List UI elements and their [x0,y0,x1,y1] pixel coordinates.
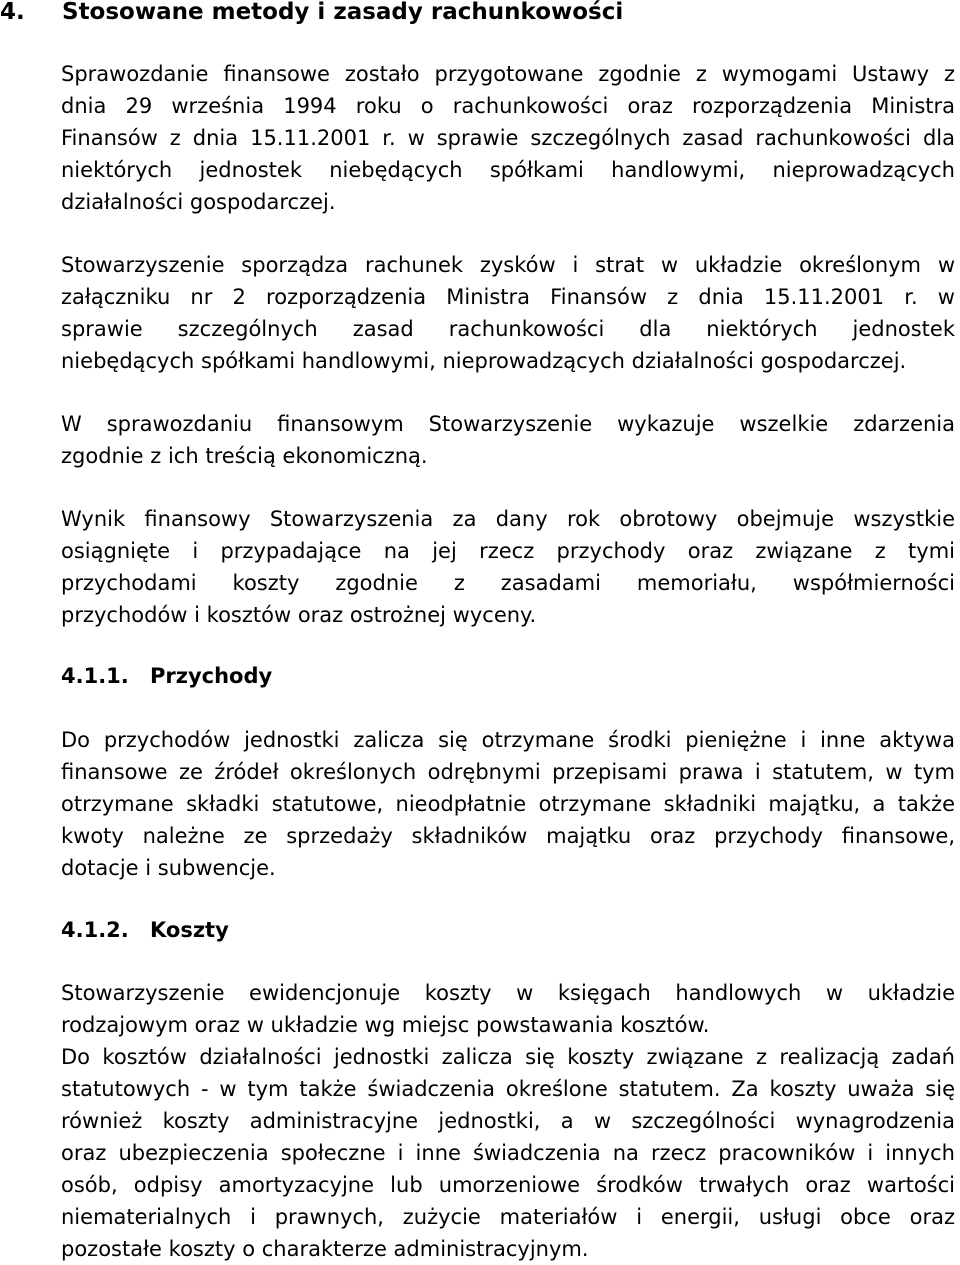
text-line: pozostałe koszty o charakterze administracyjnym. [61,1237,589,1261]
text-line: W sprawozdaniu finansowym Stowarzyszenie wykazuje wszelkie zdarzenia [61,412,955,436]
subsection-heading-costs [61,914,229,946]
paragraph-revenue [61,724,955,884]
text-line: załączniku nr 2 rozporządzenia Ministra Finansów z dnia 15.11.2001 r. w [61,285,955,309]
subsection-number: 4.1.2. [61,918,129,942]
text-line: Do przychodów jednostki zalicza się otrzymane środki pieniężne i inne aktywa [61,728,955,752]
text-line: osób, odpisy amortyzacyjne lub umorzeniowe środków trwałych oraz wartości [61,1173,955,1197]
text-line: osiągnięte i przypadające na jej rzecz przychody oraz związane z tymi [61,539,955,563]
text-line: statutowych - w tym także świadczenia określone statutem. Za koszty uważa się [61,1077,955,1101]
text-line: przychodów i kosztów oraz ostrożnej wyceny. [61,603,537,627]
text-line: rodzajowym oraz w układzie wg miejsc powstawania kosztów. [61,1013,710,1037]
text-line: sprawie szczególnych zasad rachunkowości dla niektórych jednostek [61,317,955,341]
section-number: 4. [0,0,25,25]
text-line: Finansów z dnia 15.11.2001 r. w sprawie szczególnych zasad rachunkowości dla [61,126,955,150]
text-line: dotacje i subwencje. [61,856,276,880]
text-line: Stowarzyszenie sporządza rachunek zysków i strat w układzie określonym w [61,253,955,277]
paragraph-financial-result [61,503,955,631]
paragraph-operating-costs [61,1041,955,1265]
text-line: Stowarzyszenie ewidencjonuje koszty w księgach handlowych w układzie [61,981,955,1005]
text-line: Sprawozdanie finansowe zostało przygotowane zgodnie z wymogami Ustawy z [61,62,955,86]
section-title: Stosowane metody i zasady rachunkowości [62,0,624,25]
text-line: Do kosztów działalności jednostki zalicza się koszty związane z realizacją zadań [61,1045,955,1069]
subsection-heading-revenue [61,660,272,692]
paragraph-legal-basis [61,58,955,218]
text-line: kwoty należne ze sprzedaży składników majątku oraz przychody finansowe, [61,824,955,848]
text-line: oraz ubezpieczenia społeczne i inne świadczenia na rzecz pracowników i innych [61,1141,955,1165]
text-line: dnia 29 września 1994 roku o rachunkowości oraz rozporządzenia Ministra [61,94,955,118]
text-line: niematerialnych i prawnych, zużycie materiałów i energii, usługi obce oraz [61,1205,955,1229]
text-line: Wynik finansowy Stowarzyszenia za dany rok obrotowy obejmuje wszystkie [61,507,955,531]
text-line: otrzymane składki statutowe, nieodpłatnie otrzymane składniki majątku, a także [61,792,955,816]
paragraph-cost-recording [61,977,955,1041]
text-line: niebędących spółkami handlowymi, nieprowadzących działalności gospodarczej. [61,349,907,373]
subsection-number: 4.1.1. [61,664,129,688]
text-line: działalności gospodarczej. [61,190,336,214]
text-line: zgodnie z ich treścią ekonomiczną. [61,444,428,468]
subsection-title: Przychody [150,664,273,688]
paragraph-economic-substance [61,408,955,472]
paragraph-profit-loss-statement [61,249,955,377]
text-line: finansowe ze źródeł określonych odrębnymi przepisami prawa i statutem, w tym [61,760,955,784]
text-line: przychodami koszty zgodnie z zasadami memoriału, współmierności [61,571,955,595]
subsection-title: Koszty [150,918,229,942]
text-line: również koszty administracyjne jednostki, a w szczególności wynagrodzenia [61,1109,955,1133]
text-line: niektórych jednostek niebędących spółkami handlowymi, nieprowadzących [61,158,955,182]
